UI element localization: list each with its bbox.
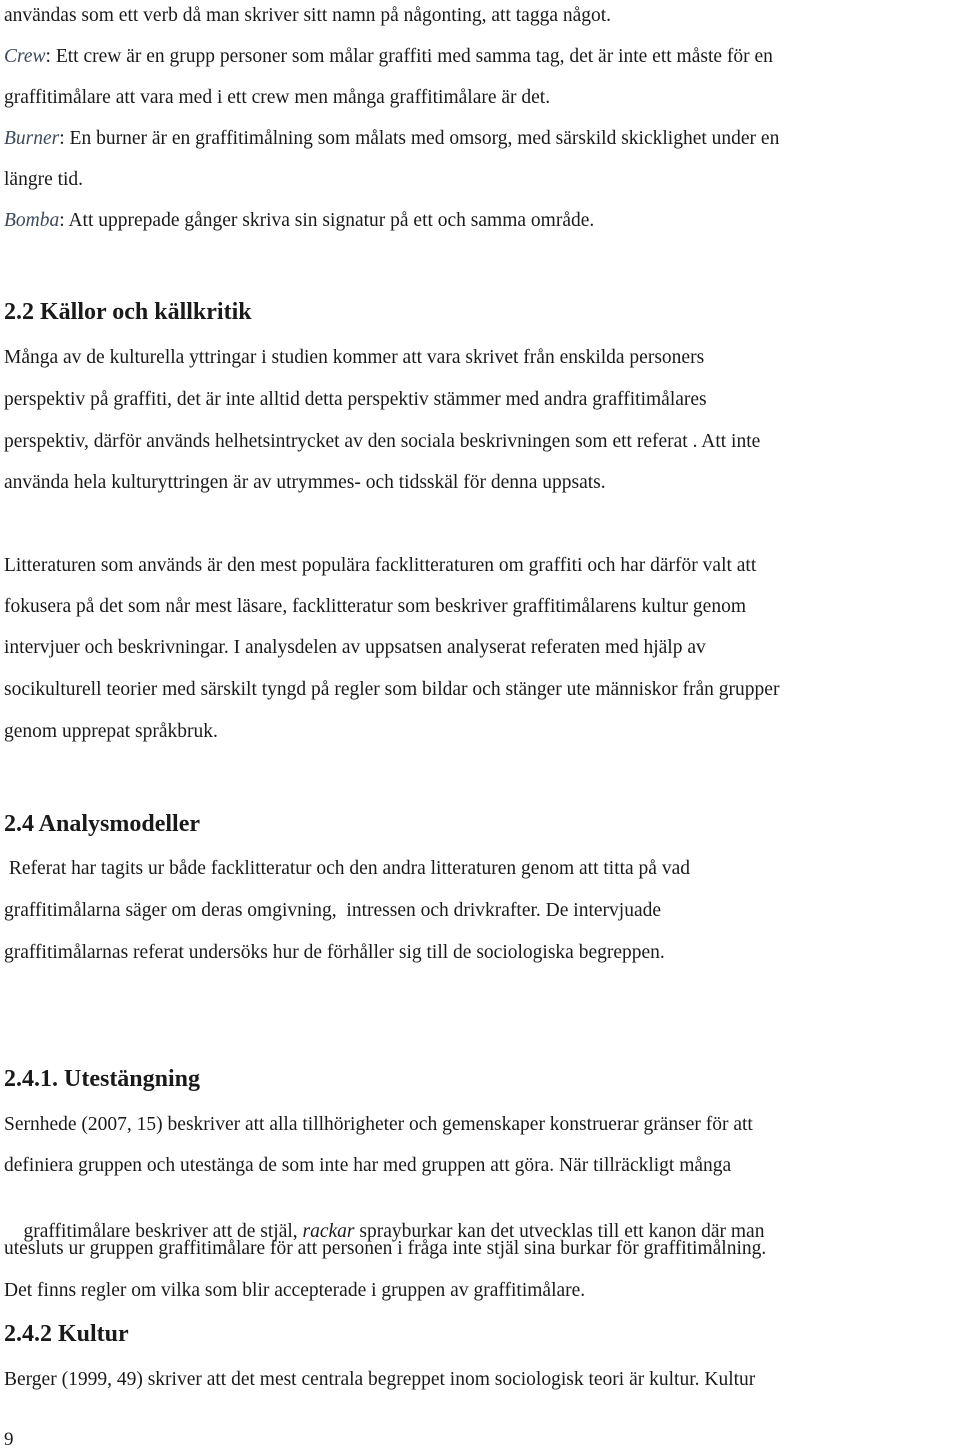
paragraph-line: Berger (1999, 49) skriver att det mest centrala begreppet inom sociologisk teori är kultur. Kultur — [4, 1369, 756, 1390]
section-heading-2-4-1: 2.4.1. Utestängning — [4, 1066, 201, 1092]
definition-intro-tail: användas som ett verb då man skriver sitt namn på någonting, att tagga något. — [4, 5, 612, 26]
paragraph-line: Det finns regler om vilka som blir accepterade i gruppen av graffitimålare. — [4, 1280, 586, 1301]
section-heading-2-4: 2.4 Analysmodeller — [4, 811, 200, 837]
term-burner: Burner — [4, 128, 60, 149]
paragraph-line: utesluts ur gruppen graffitimålare för att personen i fråga inte stjäl sina burkar för graffitimålning. — [4, 1238, 767, 1259]
text-before-term: graffitimålare beskriver att de stjäl, — [23, 1221, 303, 1242]
paragraph-line: Sernhede (2007, 15) beskriver att alla tillhörigheter och gemenskaper konstruerar gränser för att — [4, 1114, 753, 1135]
definition-burner-line2: längre tid. — [4, 169, 84, 190]
definition-burner — [4, 127, 779, 151]
section-heading-2-4-2: 2.4.2 Kultur — [4, 1321, 129, 1347]
paragraph-line: socikulturell teorier med särskilt tyngd på regler som bildar och stänger ute människor från grupper — [4, 679, 780, 700]
section-heading-2-2: 2.2 Källor och källkritik — [4, 299, 252, 325]
definition-burner-text: : En burner är en graffitimålning som målats med omsorg, med särskild skicklighet under en — [59, 128, 780, 149]
paragraph-line: perspektiv, därför används helhetsintrycket av den sociala beskrivningen som ett referat . Att inte — [4, 431, 761, 452]
paragraph-line: använda hela kulturyttringen är av utrymmes- och tidsskäl för denna uppsats. — [4, 472, 606, 493]
paragraph-line: definiera gruppen och utestänga de som inte har med gruppen att göra. När tillräckligt många — [4, 1155, 732, 1176]
paragraph-line: fokusera på det som når mest läsare, facklitteratur som beskriver graffitimålarens kultur genom — [4, 596, 747, 617]
paragraph-line: genom upprepat språkbruk. — [4, 721, 218, 742]
definition-crew-line2: graffitimålare att vara med i ett crew men många graffitimålare är det. — [4, 87, 551, 108]
paragraph-line: graffitimålarna säger om deras omgivning, intressen och drivkrafter. De intervjuade — [4, 900, 662, 921]
paragraph-line: Litteraturen som används är den mest populära facklitteraturen om graffiti och har därför valt att — [4, 555, 757, 576]
paragraph-line: Referat har tagits ur både facklitteratur och den andra litteraturen genom att titta på vad — [4, 858, 690, 879]
paragraph-line: graffitimålarnas referat undersöks hur de förhåller sig till de sociologiska begreppen. — [4, 942, 665, 963]
paragraph-line: perspektiv på graffiti, det är inte alltid detta perspektiv stämmer med andra graffitimålares — [4, 389, 707, 410]
paragraph-line: Många av de kulturella yttringar i studien kommer att vara skrivet från enskilda personers — [4, 347, 705, 368]
definition-bomba-text: : Att upprepade gånger skriva sin signatur på ett och samma område. — [59, 210, 595, 231]
definition-crew — [4, 45, 773, 69]
term-crew: Crew — [4, 46, 46, 67]
term-rackar: rackar — [302, 1221, 355, 1242]
text-after-term: sprayburkar kan det utvecklas till ett kanon där man — [354, 1221, 765, 1242]
term-bomba: Bomba — [4, 210, 60, 231]
definition-bomba — [4, 209, 594, 233]
paragraph-line: intervjuer och beskrivningar. I analysdelen av uppsatsen analyserat referaten med hjälp av — [4, 637, 706, 658]
definition-crew-text: : Ett crew är en grupp personer som målar graffiti med samma tag, det är inte ett måste för en — [45, 46, 773, 67]
page-number: 9 — [4, 1429, 14, 1450]
